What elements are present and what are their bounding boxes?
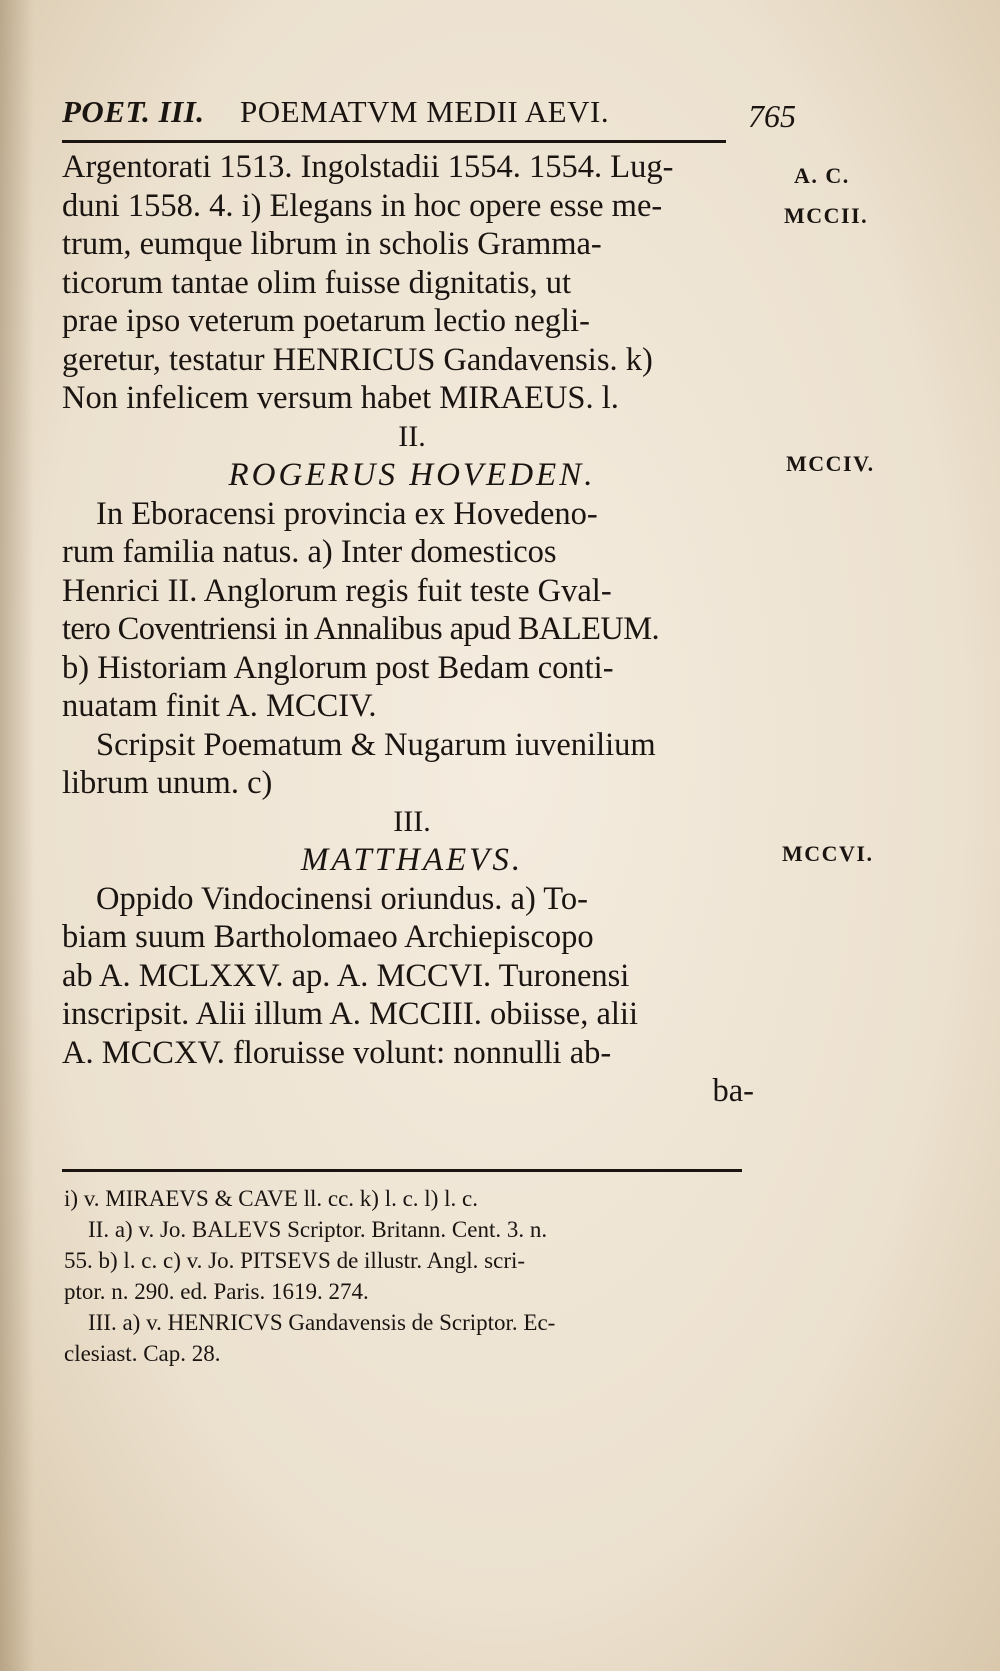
text-line: Oppido Vindocinensi oriundus. a) To- (96, 880, 588, 917)
text-line: In Eboracensi provincia ex Hovedeno- (96, 495, 598, 532)
header-section-label: POET. III. (62, 94, 205, 129)
text-line: biam suum Bartholomaeo Archiepiscopo (62, 919, 594, 955)
text-line: Henrici II. Anglorum regis fuit teste Gval- (62, 572, 612, 609)
footnote-line: ptor. n. 290. ed. Paris. 1619. 274. (64, 1279, 369, 1304)
margin-note-year: MCCII. (784, 203, 869, 228)
margin-note-year: MCCIV. (786, 451, 875, 476)
margin-note-year-label: A. C. (794, 163, 850, 188)
text-line: Non infelicem versum habet MIRAEUS. l. (62, 380, 619, 416)
text-line: duni 1558. 4. i) Elegans in hoc opere esse me- (62, 187, 663, 224)
text-line: ticorum tantae olim fuisse dignitatis, ut (62, 264, 572, 301)
margin-note-year: MCCVI. (782, 841, 874, 866)
section-numeral: III. (393, 804, 431, 838)
page-edge-shadow (0, 0, 34, 1671)
text-line: Argentorati 1513. Ingolstadii 1554. 1554. Lug- (62, 149, 674, 185)
section-numeral: II. (398, 419, 426, 453)
header-rule (62, 140, 726, 143)
footnotes (64, 1183, 764, 1369)
text-line: nuatam finit A. MCCIV. (62, 688, 377, 724)
text-line: rum familia natus. a) Inter domesticos (62, 534, 557, 570)
text-line: A. MCCXV. floruisse volunt: nonnulli ab- (62, 1034, 612, 1071)
footnote-line: i) v. MIRAEVS & CAVE ll. cc. k) l. c. l) l. c. (64, 1186, 478, 1211)
footnote-line: III. a) v. HENRICVS Gandavensis de Scriptor. Ec- (88, 1310, 556, 1335)
text-line: librum unum. c) (62, 765, 273, 801)
page-number: 765 (748, 98, 796, 134)
text-line: tero Coventriensi in Annalibus apud BALEUM. (62, 611, 660, 647)
text-line: prae ipso veterum poetarum lectio negli- (62, 303, 590, 339)
text-line: trum, eumque librum in scholis Gramma- (62, 226, 602, 262)
running-header (62, 94, 796, 138)
text-line: geretur, testatur HENRICUS Gandavensis. k) (62, 341, 653, 378)
body-text (62, 148, 762, 1111)
text-line: b) Historiam Anglorum post Bedam conti- (62, 649, 614, 686)
header-title: POEMATVM MEDII AEVI. (240, 94, 610, 129)
footnote-line: 55. b) l. c. c) v. Jo. PITSEVS de illustr. Angl. scri- (64, 1248, 526, 1273)
footnote-line: II. a) v. Jo. BALEVS Scriptor. Britann. Cent. 3. n. (88, 1217, 548, 1242)
catchword: ba- (712, 1073, 754, 1109)
section-heading: MATTHAEVS. (300, 842, 524, 878)
text-line: inscripsit. Alii illum A. MCCIII. obiisse, alii (62, 996, 638, 1032)
section-heading: ROGERUS HOVEDEN. (228, 457, 596, 493)
footnote-line: clesiast. Cap. 28. (64, 1341, 221, 1366)
footnote-rule (62, 1169, 742, 1172)
text-line: ab A. MCLXXV. ap. A. MCCVI. Turonensi (62, 957, 630, 994)
text-line: Scripsit Poematum & Nugarum iuvenilium (96, 726, 656, 763)
